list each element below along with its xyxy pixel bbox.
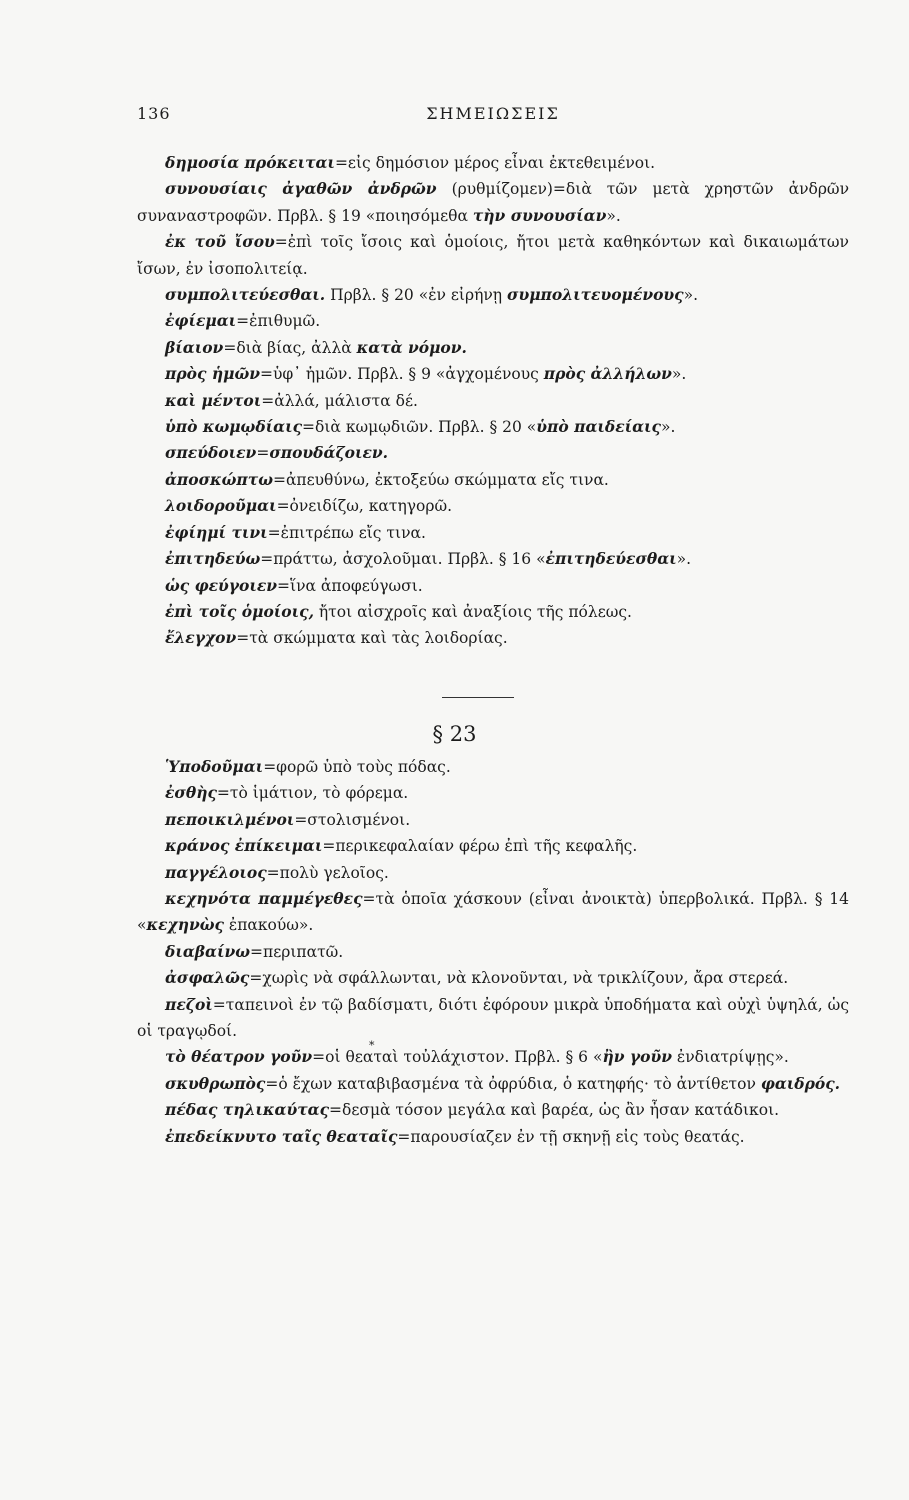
entry-gloss: =ἐπιτρέπω εἴς τινα. <box>267 523 426 542</box>
entry-term: ὑπὸ κωμῳδίαις <box>165 417 303 437</box>
entry-reference: ἐπιτηδεύεσθαι <box>545 549 677 569</box>
entry-gloss: Πρβλ. § 20 «ἐν εἰρήνῃ <box>325 286 508 305</box>
entry-term: καὶ μέντοι <box>165 390 262 410</box>
section-heading: § 23 <box>432 722 477 746</box>
entry-term: πέδας τηλικαύτας <box>165 1100 330 1120</box>
entry-term: ἀσφαλῶς <box>165 968 250 988</box>
section-divider <box>442 697 514 698</box>
entry-gloss: =περιπατῶ. <box>250 942 344 961</box>
glossary-entry <box>137 467 849 493</box>
glossary-entry <box>137 860 849 886</box>
glossary-entry <box>137 335 849 361</box>
entry-gloss: =ταπεινοὶ ἐν τῷ βαδίσματι, διότι ἐφόρουν μικρὰ ὑποδήματα καὶ οὐχὶ ὑψηλά, ὡς οἱ τραγῳδοί. <box>137 995 849 1041</box>
entry-term: ἐσθὴς <box>165 783 217 803</box>
entry-gloss: =φορῶ ὑπὸ τοὺς πόδας. <box>263 758 451 776</box>
glossary-entry <box>137 308 849 334</box>
glossary-entry <box>137 833 849 859</box>
entry-tail: ἐνδιατρίψῃς». <box>671 1048 789 1067</box>
glossary-entry <box>137 546 849 572</box>
entry-term: κεχηνότα παμμέγεθες <box>165 889 363 909</box>
entry-term: ἐκ τοῦ ἴσου <box>165 232 275 252</box>
entry-gloss: =ἐπὶ τοῖς ἴσοις καὶ ὁμοίοις, ἤτοι μετὰ καθηκόντων καὶ δικαιωμάτων ἴσων, ἐν ἰσοπολιτείᾳ. <box>137 233 849 278</box>
entry-gloss: =χωρὶς νὰ σφάλλωνται, νὰ κλονοῦνται, νὰ τρικλίζουν, ἄρα στερεά. <box>249 969 789 988</box>
entry-term: παγγέλοιος <box>165 862 267 882</box>
entry-tail: ». <box>661 418 676 437</box>
entry-tail: ». <box>606 206 621 225</box>
glossary-entry <box>137 886 849 939</box>
entry-gloss: =πράττω, ἀσχολοῦμαι. Πρβλ. § 16 « <box>260 550 546 569</box>
glossary-section-23 <box>137 754 849 1150</box>
entry-term: ἐφίεμαι <box>165 311 237 331</box>
entry-term: σπεύδοιεν <box>165 443 257 463</box>
entry-gloss: =εἰς δημόσιον μέρος εἶναι ἐκτεθειμένοι. <box>334 154 656 172</box>
entry-term: συνουσίαις ἀγαθῶν ἀνδρῶν <box>165 179 437 199</box>
entry-reference: τὴν συνουσίαν <box>472 205 607 225</box>
glossary-entry <box>137 229 849 282</box>
entry-term: σκυθρωπὸς <box>165 1073 266 1093</box>
entry-term: κράνος ἐπίκειμαι <box>165 836 323 856</box>
glossary-entry <box>137 992 849 1045</box>
entry-term: δημοσία πρόκειται <box>165 153 335 172</box>
entry-gloss: =τὰ ὁποῖα χάσκουν (εἶναι ἀνοικτὰ) ὑπερβολικά. Πρβλ. § 14 « <box>137 890 850 935</box>
entry-gloss: =διὰ κωμῳδιῶν. Πρβλ. § 20 « <box>302 418 537 437</box>
entry-term: ὡς φεύγοιεν <box>165 575 278 595</box>
glossary-entry <box>137 282 849 308</box>
entry-term: ἐπεδείκνυτο ταῖς θεαταῖς <box>165 1126 398 1146</box>
entry-term: πεποικιλμένοι <box>165 809 295 829</box>
entry-gloss: =παρουσίαζεν ἐν τῇ σκηνῇ εἰς τοὺς θεατάς. <box>397 1127 745 1146</box>
entry-term: λοιδοροῦμαι <box>165 496 277 516</box>
glossary-entry <box>137 754 849 780</box>
glossary-entry <box>137 520 849 546</box>
glossary-entry <box>137 1044 849 1070</box>
glossary-entry <box>137 965 849 991</box>
entry-term: τὸ θέατρον γοῦν <box>165 1047 313 1067</box>
entry-gloss: =πολὺ γελοῖος. <box>266 863 389 882</box>
glossary-entry <box>137 440 849 466</box>
entry-term: διαβαίνω <box>165 941 251 961</box>
entry-gloss: =ὁ ἔχων καταβιβασμένα τὰ ὀφρύδια, ὁ κατηφής· τὸ ἀντίθετον <box>265 1074 761 1093</box>
entry-gloss: =ἀπευθύνω, ἐκτοξεύω σκώμματα εἴς τινα. <box>272 470 609 489</box>
entry-gloss: ἤτοι αἰσχροῖς καὶ ἀναξίοις τῆς πόλεως. <box>313 602 632 621</box>
glossary-entry <box>137 599 849 625</box>
entry-reference: συμπολιτευομένους <box>507 285 684 305</box>
entry-term: Ὑποδοῦμαι <box>165 757 264 776</box>
entry-term: βίαιον <box>165 337 224 357</box>
page-header <box>137 104 849 128</box>
running-title: ΣΗΜΕΙΩΣΕΙΣ <box>426 104 560 123</box>
entry-term: ἀποσκώπτω <box>165 469 273 489</box>
entry-gloss: (ρυθμίζομεν)=διὰ τῶν μετὰ χρηστῶν ἀνδρῶν συναναστροφῶν. Πρβλ. § 19 «ποιησόμεθα <box>137 180 849 225</box>
entry-tail: ». <box>683 286 699 305</box>
entry-gloss: =τὸ ἱμάτιον, τὸ φόρεμα. <box>216 784 409 803</box>
entry-gloss: =οἱ θεαταὶ τοὐλάχιστον. Πρβλ. § 6 « <box>312 1048 603 1067</box>
entry-gloss: = <box>256 444 270 463</box>
entry-reference: ὑπὸ παιδείαις <box>536 417 661 437</box>
entry-gloss: =ὀνειδίζω, κατηγορῶ. <box>276 497 453 516</box>
glossary-entry <box>137 388 849 414</box>
entry-reference: κατὰ νόμον. <box>356 337 467 357</box>
entry-gloss: =ἀλλά, μάλιστα δέ. <box>261 391 418 410</box>
glossary-entry <box>137 493 849 519</box>
entry-gloss: =ἐπιθυμῶ. <box>236 312 321 331</box>
entry-reference: ἢν γοῦν <box>602 1047 672 1067</box>
entry-term: πρὸς ἡμῶν <box>165 364 260 384</box>
asterisk-mark: * <box>369 1039 375 1052</box>
entry-reference: σπουδάζοιεν. <box>269 443 389 463</box>
entry-gloss: =ὑφ᾽ ἡμῶν. Πρβλ. § 9 «ἀγχομένους <box>259 365 544 384</box>
glossary-entry <box>137 150 849 176</box>
glossary-entry <box>137 1124 849 1150</box>
entry-gloss: =ἵνα ἀποφεύγωσι. <box>277 576 423 595</box>
entry-reference: πρὸς ἀλλήλων <box>543 364 672 384</box>
entry-term: ἐπὶ τοῖς ὁμοίοις, <box>165 601 314 621</box>
entry-gloss: =στολισμένοι. <box>294 810 411 829</box>
glossary-entry <box>137 361 849 387</box>
page-number: 136 <box>137 104 171 123</box>
entry-term: ἐφίημί τινι <box>165 522 268 542</box>
entry-term: συμπολιτεύεσθαι. <box>165 285 326 305</box>
glossary-entry <box>137 807 849 833</box>
entry-term: ἔλεγχον <box>165 628 237 648</box>
glossary-section-22 <box>137 150 849 652</box>
entry-tail: ἐπακούω». <box>223 916 314 935</box>
entry-reference: κεχηνὼς <box>146 915 224 935</box>
entry-term: ἐπιτηδεύω <box>165 549 261 569</box>
glossary-entry <box>137 1071 849 1097</box>
entry-tail: ». <box>671 365 687 384</box>
entry-gloss: =τὰ σκώμματα καὶ τὰς λοιδορίας. <box>236 629 508 648</box>
glossary-entry <box>137 939 849 965</box>
glossary-entry <box>137 625 849 651</box>
glossary-entry <box>137 573 849 599</box>
entry-term: πεζοὶ <box>165 994 213 1014</box>
glossary-entry <box>137 176 849 229</box>
entry-gloss: =περικεφαλαίαν φέρω ἐπὶ τῆς κεφαλῆς. <box>322 837 638 856</box>
glossary-entry <box>137 414 849 440</box>
entry-reference: φαιδρός. <box>760 1073 841 1093</box>
entry-gloss: =διὰ βίας, ἀλλὰ <box>223 338 357 357</box>
glossary-entry <box>137 780 849 806</box>
entry-gloss: =δεσμὰ τόσον μεγάλα καὶ βαρέα, ὡς ἂν ἦσαν κατάδικοι. <box>329 1101 780 1120</box>
glossary-entry <box>137 1097 849 1123</box>
entry-tail: ». <box>676 550 692 569</box>
